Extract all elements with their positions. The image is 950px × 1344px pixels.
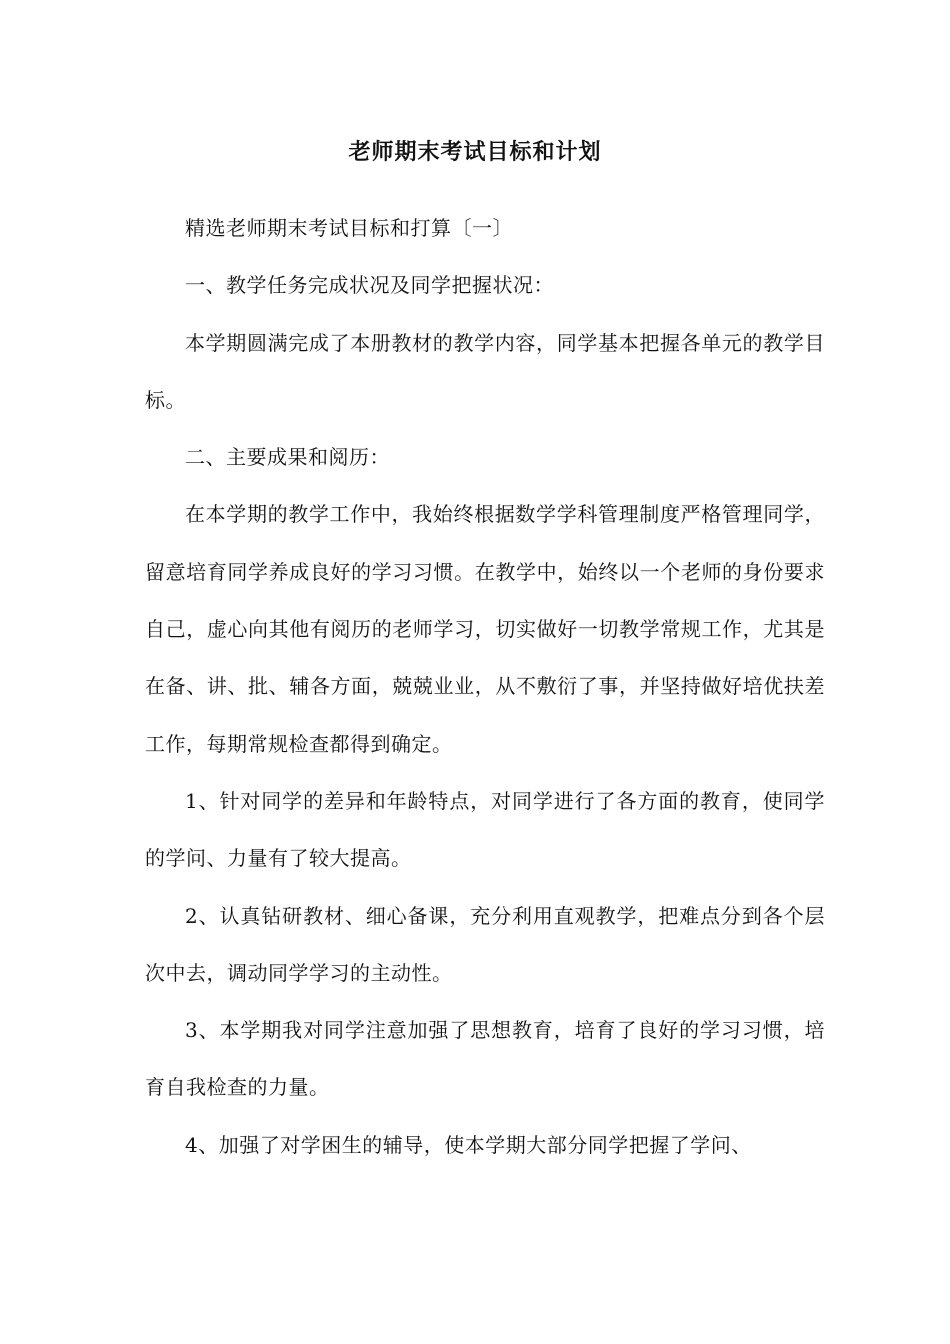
paragraph-item-2: 2、认真钻研教材、细心备课，充分利用直观教学，把难点分到各个层次中去，调动同学学习的主动性。 [145, 903, 825, 985]
document-title: 老师期末考试目标和计划 [348, 140, 602, 165]
paragraph-item-3: 3、本学期我对同学注意加强了思想教育，培育了良好的学习习惯，培育自我检查的力量。 [145, 1018, 825, 1100]
paragraph-item-1: 1、针对同学的差异和年龄特点，对同学进行了各方面的教育，使同学的学问、力量有了较大提高。 [145, 788, 825, 871]
paragraph-section-1-heading: 一、教学任务完成状况及同学把握状况： [185, 273, 554, 298]
paragraph-subtitle: 精选老师期末考试目标和打算〔一〕 [185, 216, 513, 240]
paragraph-section-2-text: 在本学期的教学工作中，我始终根据数学学科管理制度严格管理同学，留意培育同学养成良好的学习习惯。在教学中，始终以一个老师的身份要求自己，虚心向其他有阅历的老师学习，切实做好一切教学常规工作，尤其是在备、讲、批、辅各方面，兢兢业业，从不敷衍了事，并坚持做好培优扶差工作，每期常规检查都得到确定。 [145, 502, 825, 756]
document-body [145, 200, 825, 1174]
paragraph-item-4: 4、加强了对学困生的辅导，使本学期大部分同学把握了学问、 [185, 1132, 752, 1157]
paragraph-section-2-heading: 二、主要成果和阅历： [185, 445, 390, 470]
paragraph-section-1-text: 本学期圆满完成了本册教材的教学内容，同学基本把握各单元的教学目标。 [145, 330, 825, 412]
